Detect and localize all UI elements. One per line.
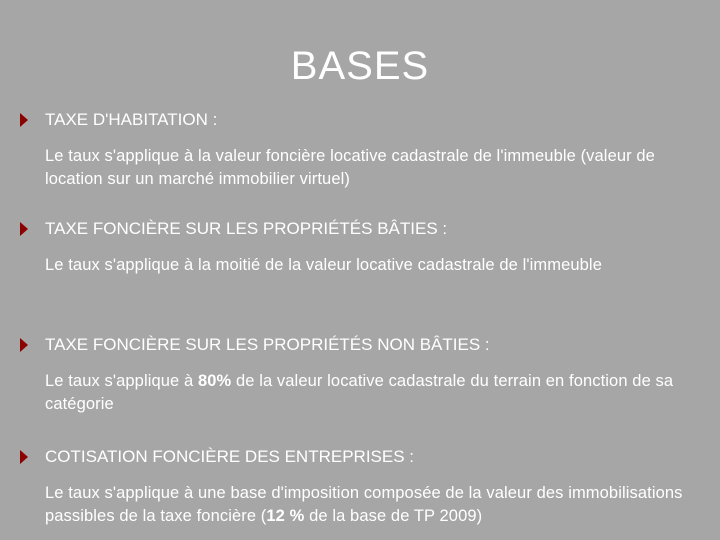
section-heading — [20, 334, 715, 356]
body-text: de la valeur locative cadastrale du terrain en fonction de sa catégorie — [45, 372, 674, 413]
triangle-right-icon — [20, 222, 28, 236]
section-heading — [20, 446, 715, 468]
heading-text: TAXE D'HABITATION : — [45, 110, 218, 129]
section-body — [45, 482, 715, 528]
section-taxe-fonciere-baties — [20, 218, 715, 277]
section-taxe-habitation — [20, 109, 715, 191]
heading-text: TAXE FONCIÈRE SUR LES PROPRIÉTÉS NON BÂTIES : — [45, 335, 490, 354]
section-body — [45, 370, 715, 416]
triangle-right-icon — [20, 113, 28, 127]
section-heading — [20, 109, 715, 131]
slide-title: BASES — [290, 44, 430, 88]
triangle-right-icon — [20, 450, 28, 464]
heading-text: TAXE FONCIÈRE SUR LES PROPRIÉTÉS BÂTIES : — [45, 219, 448, 238]
body-text: de la base de TP 2009) — [304, 507, 483, 525]
section-heading — [20, 218, 715, 240]
body-text: Le taux s'applique à la valeur foncière locative cadastrale de l'immeuble (valeur de location sur un marché immobilier virtuel) — [45, 147, 655, 188]
section-body — [45, 145, 715, 191]
percentage-value: 80% — [197, 372, 232, 390]
body-text: Le taux s'applique à la moitié de la valeur locative cadastrale de l'immeuble — [45, 256, 602, 274]
triangle-right-icon — [20, 338, 28, 352]
section-body — [45, 254, 715, 277]
body-text: Le taux s'applique à une base d'imposition composée de la valeur des immobilisations passibles de la taxe foncière ( — [45, 484, 683, 525]
section-taxe-fonciere-non-baties — [20, 334, 715, 416]
percentage-value: 12 % — [266, 507, 305, 525]
section-cotisation-fonciere — [20, 446, 715, 528]
heading-text: COTISATION FONCIÈRE DES ENTREPRISES : — [45, 447, 415, 466]
body-text: Le taux s'applique à — [45, 372, 198, 390]
